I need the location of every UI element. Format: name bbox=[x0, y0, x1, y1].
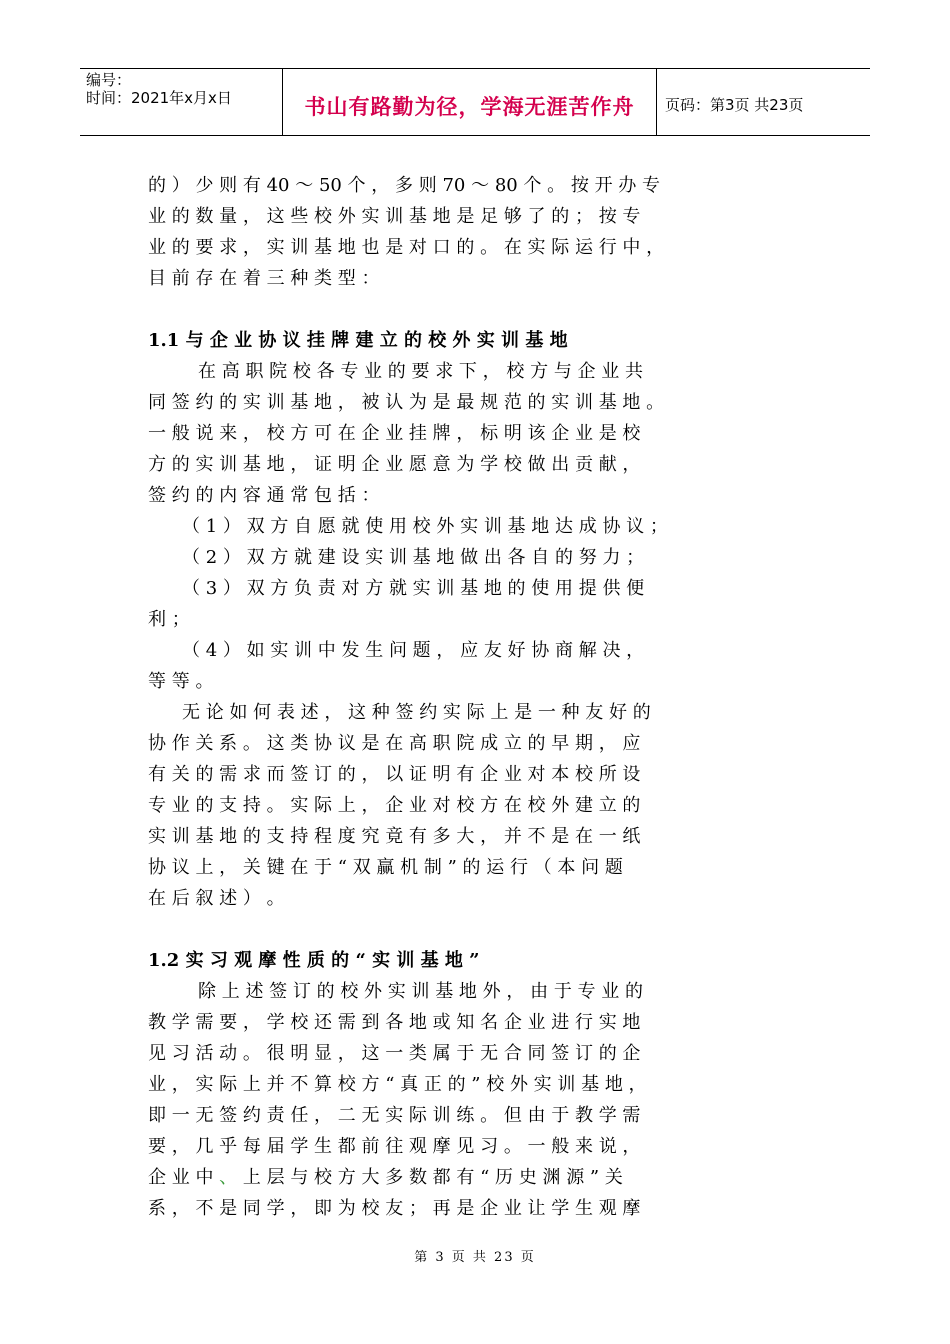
body-line: 业 的 要 求 ， 实 训 基 地 也 是 对 口 的 。 在 实 际 运 行 中 ， bbox=[148, 237, 665, 258]
serial-label: 编号： bbox=[86, 71, 132, 89]
body-line: 协 议 上 ， 关 键 在 于 “ 双 赢 机 制 ” 的 运 行 （ 本 问 题 bbox=[148, 857, 623, 878]
body-line: 有 关 的 需 求 而 签 订 的 ， 以 证 明 有 企 业 对 本 校 所 设 bbox=[148, 764, 641, 785]
body-line: 在 高 职 院 校 各 专 业 的 要 求 下 ， 校 方 与 企 业 共 bbox=[198, 361, 643, 382]
body-line: 协 作 关 系 。 这 类 协 议 是 在 高 职 院 成 立 的 早 期 ， 应 bbox=[148, 733, 641, 754]
body-line: 专 业 的 支 持 。 实 际 上 ， 企 业 对 校 方 在 校 外 建 立 的 bbox=[148, 795, 641, 816]
list-item-continuation: 利 ； bbox=[148, 609, 190, 630]
list-item: （ 3 ） 双 方 负 责 对 方 就 实 训 基 地 的 使 用 提 供 便 bbox=[182, 578, 645, 599]
list-item-continuation: 等 等 。 bbox=[148, 671, 214, 692]
motto: 书山有路勤为径，学海无涯苦作舟 bbox=[304, 95, 635, 119]
green-punctuation-mark: 、 bbox=[219, 1167, 238, 1188]
body-line: 在 后 叙 述 ） 。 bbox=[148, 888, 285, 909]
body-line: 即 一 无 签 约 责 任 ， 二 无 实 际 训 练 。 但 由 于 教 学 需 bbox=[148, 1105, 641, 1126]
header-motto-cell bbox=[283, 69, 657, 135]
page-header bbox=[80, 68, 870, 136]
page-footer: 第 3 页 共 23 页 bbox=[414, 1250, 536, 1265]
time-label: 时间：2021年x月x日 bbox=[86, 89, 232, 107]
body-line: 业 ， 实 际 上 并 不 算 校 方 “ 真 正 的 ” 校 外 实 训 基 地 ， bbox=[148, 1074, 647, 1095]
body-line-part: 企 业 中 bbox=[148, 1167, 220, 1188]
body-line: 见 习 活 动 。 很 明 显 ， 这 一 类 属 于 无 合 同 签 订 的 企 bbox=[148, 1043, 641, 1064]
body-line: 要 ， 几 乎 每 届 学 生 都 前 往 观 摩 见 习 。 一 般 来 说 ， bbox=[148, 1136, 641, 1157]
body-line: 教 学 需 要 ， 学 校 还 需 到 各 地 或 知 名 企 业 进 行 实 地 bbox=[148, 1012, 641, 1033]
body-line: 同 签 约 的 实 训 基 地 ， 被 认 为 是 最 规 范 的 实 训 基 地 。 bbox=[148, 392, 665, 413]
header-page-cell bbox=[657, 69, 870, 135]
body-line: 除 上 述 签 订 的 校 外 实 训 基 地 外 ， 由 于 专 业 的 bbox=[198, 981, 643, 1002]
section-heading: 1.2 实 习 观 摩 性 质 的 “ 实 训 基 地 ” bbox=[148, 950, 480, 971]
body-line bbox=[148, 1168, 623, 1192]
section-heading: 1.1 与 企 业 协 议 挂 牌 建 立 的 校 外 实 训 基 地 bbox=[148, 330, 568, 351]
body-line: 目 前 存 在 着 三 种 类 型 ： bbox=[148, 268, 380, 289]
body-line-part: 上 层 与 校 方 大 多 数 都 有 “ 历 史 渊 源 ” 关 bbox=[237, 1167, 623, 1188]
body-line: 系 ， 不 是 同 学 ， 即 为 校 友 ； 再 是 企 业 让 学 生 观 摩 bbox=[148, 1198, 641, 1219]
body-line: 方 的 实 训 基 地 ， 证 明 企 业 愿 意 为 学 校 做 出 贡 献 ， bbox=[148, 454, 641, 475]
body-line: 的 ） 少 则 有 40 ～ 50 个 ， 多 则 70 ～ 80 个 。 按 开 办 专 bbox=[148, 175, 661, 196]
list-item: （ 2 ） 双 方 就 建 设 实 训 基 地 做 出 各 自 的 努 力 ； bbox=[182, 547, 645, 568]
body-line: 业 的 数 量 ， 这 些 校 外 实 训 基 地 是 足 够 了 的 ； 按 专 bbox=[148, 206, 641, 227]
body-line: 实 训 基 地 的 支 持 程 度 究 竟 有 多 大 ， 并 不 是 在 一 纸 bbox=[148, 826, 641, 847]
body-line: 无 论 如 何 表 述 ， 这 种 签 约 实 际 上 是 一 种 友 好 的 bbox=[182, 702, 651, 723]
list-item: （ 4 ） 如 实 训 中 发 生 问 题 ， 应 友 好 协 商 解 决 ， bbox=[182, 640, 645, 661]
body-line: 签 约 的 内 容 通 常 包 括 ： bbox=[148, 485, 380, 506]
list-item: （ 1 ） 双 方 自 愿 就 使 用 校 外 实 训 基 地 达 成 协 议 ； bbox=[182, 516, 668, 537]
page-code: 页码：第3页 共23页 bbox=[665, 96, 804, 114]
body-line: 一 般 说 来 ， 校 方 可 在 企 业 挂 牌 ， 标 明 该 企 业 是 校 bbox=[148, 423, 641, 444]
header-meta-cell bbox=[80, 69, 283, 135]
